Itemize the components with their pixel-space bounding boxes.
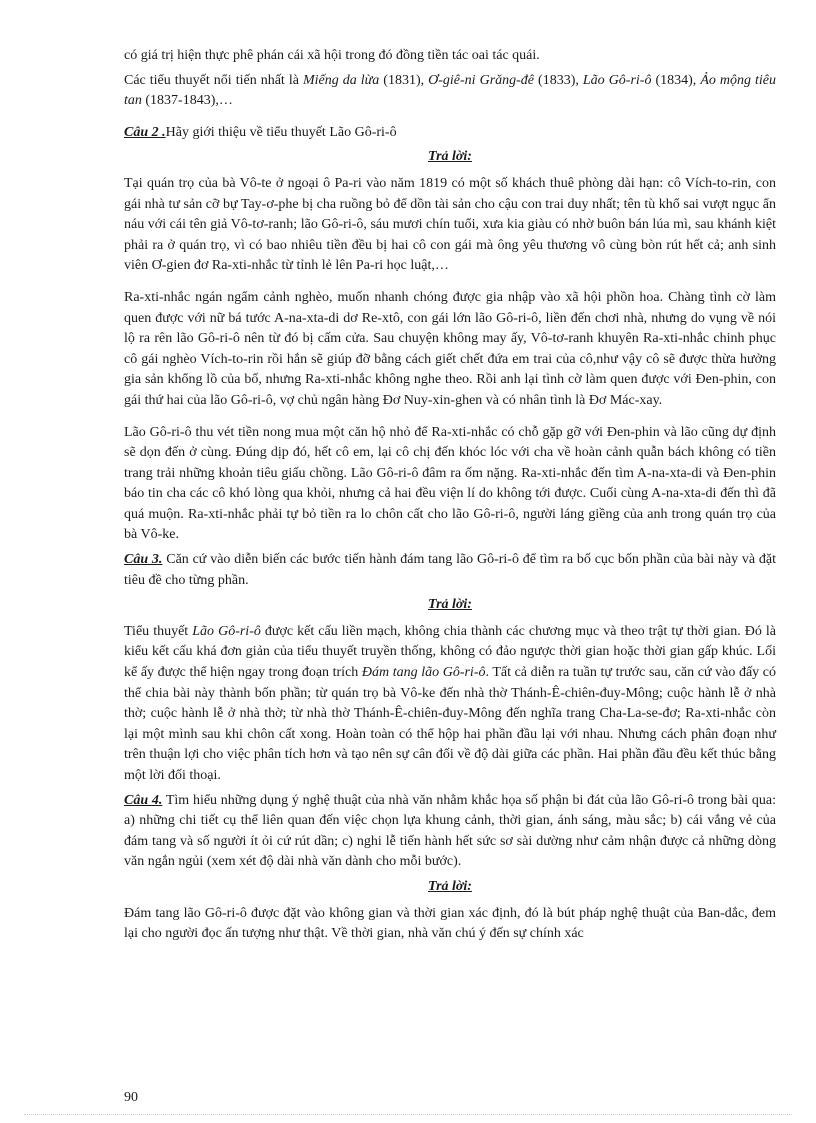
text-run: (1834), [651, 72, 701, 88]
question-text: Căn cứ vào diễn biến các bước tiến hành đám tang lão Gô-ri-ô để tìm ra bố cục bốn phần của bài này và đặt tiêu đề cho từng phần. [124, 552, 777, 588]
question-4 [124, 791, 776, 873]
question-text: Hãy giới thiệu về tiểu thuyết Lão Gô-ri-ô [165, 124, 397, 140]
text-run: (1833), [534, 72, 583, 88]
question-label: Câu 4. [124, 792, 163, 808]
question-3 [124, 550, 776, 591]
excerpt-title: Đám tang lão Gô-ri-ô [361, 665, 486, 681]
answer-2-paragraph-1: Tại quán trọ của bà Vô-te ở ngoại ô Pa-ri vào năm 1819 có một số khách thuê phòng dài hạn: cô Vích-to-rin, con gái nhà tư sản cỡ bự Tay-ơ-phe bị cha ruồng bỏ để dồn tài sản cho cậu con trai duy nhất; tên tù khổ sai vượt ngục ẩn náu với cái tên giả Vô-tơ-ranh; lão Gô-ri-ô, sáu mươi chín tuổi, xưa kia giàu có nhờ buôn bán lúa mì, sau khánh kiệt phải ra ở quán trọ, vì có bao nhiêu tiền đều bị hai cô con gái mà ông yêu thương vô cùng bòn rút hết cả; anh sinh viên Ơ-gien đơ Ra-xti-nhắc từ tỉnh lẻ lên Pa-ri học luật,… [124, 175, 776, 274]
text-run: (1837-1843),… [141, 93, 233, 109]
footer-divider [24, 1114, 792, 1115]
text-run: (1831), [379, 72, 429, 88]
answer-4-paragraph-1: Đám tang lão Gô-ri-ô được đặt vào không gian và thời gian xác định, đó là bút pháp nghệ thuật của Ban-dắc, đem lại cho người đọc ấn tượng như thật. Về thời gian, nhà văn chú ý đến sự chính xác [124, 905, 776, 942]
paragraph-novels-list [124, 71, 776, 112]
paragraph-intro-end: có giá trị hiện thực phê phán cái xã hội trong đó đồng tiền tác oai tác quái. [124, 48, 540, 63]
answer-heading: Trả lời: [428, 878, 472, 894]
question-2 [124, 123, 776, 144]
text-run: được kết cấu liền mạch, không chia thành các chương mục và theo trật tự thời gian. Đó là kiểu kết cấu khá đơn giản của tiểu thuyết truyền thống, không có đảo ngược thời gian hoặc thời gian gấp khúc. Lối kể ấy được thể hiện ngay trong đoạn trích [124, 623, 777, 681]
novel-title: Ơ-giê-ni Grăng-đê [428, 72, 535, 88]
answer-heading: Trả lời: [428, 597, 472, 613]
answer-2-paragraph-3: Lão Gô-ri-ô thu vét tiền nong mua một căn hộ nhỏ để Ra-xti-nhắc có chỗ gặp gỡ với Đen-phin và lão cũng dự định sẽ dọn đến ở cùng. Đúng dịp đó, hết cô em, lại cô chị đến khóc lóc với cha về hoàn cảnh quẫn bách không có tiền trang trải những khoản tiêu giấu chồng. Lão Gô-ri-ô đâm ra ốm nặng. Ra-xti-nhắc đến tìm A-na-xta-di và Đen-phin báo tin cha các cô khó lòng qua khỏi, nhưng cả hai đều viện lí do không tới được. Cuối cùng A-na-xta-di đến thì đã quá muộn. Ra-xti-nhắc phải tự bỏ tiền ra lo chôn cất cho lão Gô-ri-ô, người láng giềng của anh trong quán trọ của bà Vô-ke. [124, 424, 776, 543]
page-number: 90 [124, 1090, 138, 1105]
novel-title: Ảo mộng tiêu tan [124, 72, 777, 109]
text-run: . Tất cả diễn ra tuần tự trước sau, căn cứ vào đấy có thể chia bài này thành bốn phần; từ quán trọ bà Vô-ke đến nhà thờ Thánh-Ê-chiên-đuy-Mông; cuộc hành lễ ở nhà thờ; cuộc hành lễ ở nhà thờ; từ nhà thờ Thánh-Ê-chiên-đuy-Mông đến nghĩa trang Cha-La-se-đơ; Ra-xti-nhắc còn lại một mình sau khi chôn cất xong. Hoàn toàn có thể hộp hai phần đầu lại với nhau. Nhưng cách phân đoạn như trên thuận lợi cho việc phân tích hơn và tạo nên sự cân đối về độ dài giữa các phần. Hai phần đầu đều kết thúc bằng một lời đối thoại. [124, 665, 776, 783]
novel-title: Lão Gô-ri-ô [582, 72, 652, 88]
novel-title: Miếng da lừa [302, 72, 380, 88]
answer-2-paragraph-2: Ra-xti-nhắc ngán ngẩm cảnh nghèo, muốn nhanh chóng được gia nhập vào xã hội phồn hoa. Chàng tình cờ làm quen được với nữ bá tước A-na-xta-di dơ Re-xtô, con gái lớn lão Gô-ri-ô, liền đến chơi nhà, nhưng do vụng về nói lộ ra rên lão Gô-ri-ô nên từ đó bị cấm cửa. Sau chuyện không may ấy, Vô-tơ-ranh khuyên Ra-xti-nhắc chinh phục cô gái nghèo Vích-to-rin rồi hắn sẽ giúp đỡ bằng cách giết chết đứa em trai của cô,như vậy cô sẽ được thừa hưởng gia sản khổng lồ của bố, nhưng Ra-xti-nhắc không nghe theo. Rồi anh lại tình cờ làm quen được với Đen-phin, con gái thứ hai của lão Gô-ri-ô, vợ chủ ngân hàng Đơ Nuy-xin-ghen và có nhân tình là Đơ Mác-xay. [124, 289, 776, 408]
question-label: Câu 2 . [124, 124, 166, 140]
novel-title: Lão Gô-ri-ô [192, 623, 261, 639]
question-label: Câu 3. [124, 552, 163, 568]
text-run: Tiểu thuyết [124, 623, 193, 639]
answer-3-paragraph [124, 622, 776, 787]
answer-heading: Trả lời: [428, 149, 472, 165]
question-text: Tìm hiểu những dụng ý nghệ thuật của nhà văn nhằm khắc họa số phận bi đát của lão Gô-ri-ô trong bài qua: a) những chi tiết cụ thể liên quan đến việc chọn lựa khung cảnh, thời gian, ánh sáng, màu sắc; b) cái vắng vẻ của đám tang và số người ít ỏi cứ rút dần; c) nghi lễ tiến hành hết sức sơ sài dường như cảm nhận được cả những dòng văn ngắn ngủi (xem xét độ dài nhà văn dành cho mỗi bước). [124, 792, 776, 870]
text-run: Các tiểu thuyết nổi tiến nhất là [124, 72, 303, 88]
